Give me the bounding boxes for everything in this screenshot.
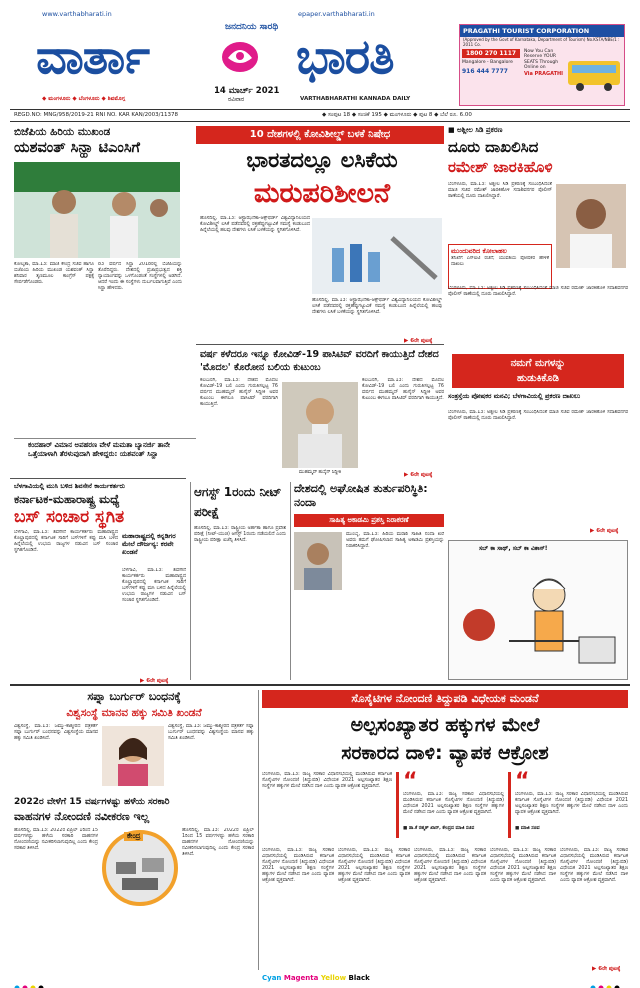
vehicles-body: ಹೊಸದಿಲ್ಲಿ, ಮಾ.13: 2022ರ ಏಪ್ರಿಲ್ 1ರಿಂದ 15 ವರ್ಷಗಳಷ್ಟು ಹಳೆಯ ಸರಕಾರಿ ವಾಹನಗಳ ನೋಂದಣಿಯನ್ನು ನವೀಕರಿಸಲಾಗುವುದಿಲ್ಲ ಎಂದು ಕೇಂದ್ರ ಸರಕಾರ ತಿಳಿಸಿದೆ. [14, 828, 98, 851]
covid-family-body-2: ಕಲಬುರಗಿ, ಮಾ.13: ದೇಶದ ಮೊದಲ ಕೋವಿಡ್-19 ಬಲಿ ಎಂದು ಗುರುತಿಸಲ್ಪಟ್ಟ 76 ವರ್ಷದ ಮುಹಮ್ಮದ್ ಹುಸೈನ್ ಸಿದ್ದೀಕಿ ಅವರ ಕುಟುಂಬ ಈಗಲೂ ಪಾಸಿಟಿವ್ ವರದಿಗಾಗಿ ಕಾಯುತ್ತಿದೆ. [362, 378, 444, 401]
societies-body-5: ಬೆಂಗಳೂರು, ಮಾ.13: ರಾಜ್ಯ ಸರಕಾರ ವಿಧಾನಸಭೆಯಲ್ಲಿ ಮಂಡಿಸಿರುವ ಕರ್ನಾಟಕ ಸೊಸೈಟಿಗಳ ನೋಂದಣಿ (ತಿದ್ದುಪಡಿ) ವಿಧೇಯಕ 2021 ಅಲ್ಪಸಂಖ್ಯಾತರ ಶಿಕ್ಷಣ ಸಂಸ್ಥೆಗಳ ಹಕ್ಕುಗಳ ಮೇಲೆ ನಡೆಸಿದ ದಾಳಿ ಎಂದು ವ್ಯಾಪಕ ಆಕ್ರೋಶ ವ್ಯಕ್ತವಾಗಿದೆ. [490, 848, 556, 883]
lead-banner[interactable]: 10 ದೇಶಗಳಲ್ಲಿ ಕೋವಿಶೀಲ್ಡ್ ಬಳಕೆ ನಿಷೇಧ [196, 126, 444, 144]
quote-box-1 [396, 769, 504, 838]
neet-headline[interactable]: ಆಗಸ್ಟ್ 1ರಂದು ನೀಟ್ ಪರೀಕ್ಷೆ [194, 485, 282, 519]
masthead-title-left: ವಾರ್ತಾ [36, 29, 150, 85]
ad-offer: Now You Can Reserve YOUR SEATS Through Online on [524, 49, 559, 71]
legend-yellow: Yellow [320, 974, 347, 982]
daughter-body: ಬೆಂಗಳೂರು, ಮಾ.13: ಅಶ್ಲೀಲ ಸಿಡಿ ಪ್ರಕರಣಕ್ಕೆ ಸಂಬಂಧಿಸಿದಂತೆ ಮಾಜಿ ಸಚಿವ ರಮೇಶ್ ಜಾರಕಿಹೊಳಿ ಸದಾಶಿವನಗರ ಪೊಲೀಸ್ ಠಾಣೆಯಲ್ಲಿ ದೂರು ದಾಖಲಿಸಿದ್ದಾರೆ. [448, 410, 628, 421]
bus-image-icon [566, 49, 622, 97]
jarkiholi-continued[interactable]: ▶ 6ರೇ ಪುಟಕ್ಕೆ [590, 528, 619, 534]
bus-body-2: ಬೆಳಗಾವಿ, ಮಾ.13: ಶಿವಸೇನೆ ಕಾರ್ಯಕರ್ತರು ಮಹಾರಾಷ್ಟ್ರದ ಕೊಲ್ಹಾಪುರದಲ್ಲಿ ಕರ್ನಾಟಕ ಸಾರಿಗೆ ಬಸ್‌ಗಳಿಗೆ ಕಪ್ಪು ಮಸಿ ಬಳಿದ ಹಿನ್ನೆಲೆಯಲ್ಲಿ ಉಭಯ ರಾಜ್ಯಗಳ ನಡುವಿನ ಬಸ್ ಸಂಚಾರ ಸ್ಥಗಿತಗೊಂಡಿದೆ. [122, 568, 186, 603]
epaper-url[interactable]: epaper.varthabharati.in [298, 10, 375, 18]
issue-date: 14 ಮಾರ್ಚ್ 2021 [214, 86, 280, 96]
bus-side-note[interactable]: ಮಹಾರಾಷ್ಟ್ರದಲ್ಲಿ ಕನ್ನಡಿಗರ ಮೇಲೆ ದೌರ್ಜನ್ಯ: ಕರವೇ ಖಂಡನೆ [122, 532, 176, 556]
masthead-emblem-icon [220, 36, 260, 76]
lead-body-2: ಹೊಸದಿಲ್ಲಿ, ಮಾ.13: ಆಸ್ಟ್ರಾಝೆನೆಕಾ-ಆಕ್ಸ್‌ಫರ್ಡ್ ವಿಶ್ವವಿದ್ಯಾನಿಲಯದ ಕೋವಿಶೀಲ್ಡ್ ಲಸಿಕೆ ಪಡೆದವರಲ್ಲಿ ರಕ್ತಹೆಪ್ಪುಗಟ್ಟುವಿಕೆ ಸಮಸ್ಯೆ ಕಂಡುಬಂದ ಹಿನ್ನೆಲೆಯಲ್ಲಿ ಹಲವು ದೇಶಗಳು ಲಸಿಕೆ ಬಳಕೆಯನ್ನು ಸ್ಥಗಿತಗೊಳಿಸಿವೆ. [312, 298, 442, 315]
societies-banner[interactable]: ಸೊಸೈಟಿಗಳ ನೋಂದಣಿ ತಿದ್ದುಪಡಿ ವಿಧೇಯಕ ಮಂಡನೆ [262, 690, 628, 708]
societies-body-2: ಬೆಂಗಳೂರು, ಮಾ.13: ರಾಜ್ಯ ಸರಕಾರ ವಿಧಾನಸಭೆಯಲ್ಲಿ ಮಂಡಿಸಿರುವ ಕರ್ನಾಟಕ ಸೊಸೈಟಿಗಳ ನೋಂದಣಿ (ತಿದ್ದುಪಡಿ) ವಿಧೇಯಕ 2021 ಅಲ್ಪಸಂಖ್ಯಾತರ ಶಿಕ್ಷಣ ಸಂಸ್ಥೆಗಳ ಹಕ್ಕುಗಳ ಮೇಲೆ ನಡೆಸಿದ ದಾಳಿ ಎಂದು ವ್ಯಾಪಕ ಆಕ್ರೋಶ ವ್ಯಕ್ತವಾಗಿದೆ. [262, 848, 334, 883]
centre-label: ಕೇಂದ್ರ [124, 832, 143, 841]
societies-body-4: ಬೆಂಗಳೂರು, ಮಾ.13: ರಾಜ್ಯ ಸರಕಾರ ವಿಧಾನಸಭೆಯಲ್ಲಿ ಮಂಡಿಸಿರುವ ಕರ್ನಾಟಕ ಸೊಸೈಟಿಗಳ ನೋಂದಣಿ (ತಿದ್ದುಪಡಿ) ವಿಧೇಯಕ 2021 ಅಲ್ಪಸಂಖ್ಯಾತರ ಶಿಕ್ಷಣ ಸಂಸ್ಥೆಗಳ ಹಕ್ಕುಗಳ ಮೇಲೆ ನಡೆಸಿದ ದಾಳಿ ಎಂದು ವ್ಯಾಪಕ ಆಕ್ರೋಶ ವ್ಯಕ್ತವಾಗಿದೆ. [414, 848, 486, 883]
quote-1-name: ■ ಡಾ.ಕೆ ರಹ್ಮತ್ ಖಾನ್, ಕೇಂದ್ರದ ಮಾಜಿ ಸಚಿವ [403, 826, 475, 831]
bus-headline-1[interactable]: ಕರ್ನಾಟಕ-ಮಹಾರಾಷ್ಟ್ರ ಮಧ್ಯೆ [14, 492, 120, 506]
quote-mark-2-icon: “ [515, 769, 530, 794]
issue-meta: ◆ ಸಂಪುಟ 18 ◆ ಸಂಚಿಕೆ 195 ◆ ಮಂಗಳೂರು ◆ ಪುಟ 8 ◆ ಬೆಲೆ ರೂ. 6.00 [322, 112, 472, 118]
pragathi-ad[interactable] [459, 24, 625, 106]
societies-continued[interactable]: ▶ 6ರೇ ಪುಟಕ್ಕೆ [592, 966, 621, 972]
neet-body: ಹೊಸದಿಲ್ಲಿ, ಮಾ.13: ರಾಷ್ಟ್ರೀಯ ಅರ್ಹತಾ ಹಾಗೂ ಪ್ರವೇಶ ಪರೀಕ್ಷೆ (ನೀಟ್-ಯುಜಿ) ಆಗಸ್ಟ್ 1ರಂದು ನಡೆಯಲಿದೆ ಎಂದು ರಾಷ್ಟ್ರೀಯ ಪರೀಕ್ಷಾ ಏಜೆನ್ಸಿ ತಿಳಿಸಿದೆ. [194, 526, 286, 543]
jarkiholi-photo [556, 184, 626, 268]
sinha-subheadline[interactable]: ಕಂದಹಾರ್ ವಿಮಾನ ಅಪಹರಣ ವೇಳೆ ಮಮತಾ ಬ್ಯಾನರ್ಜಿ ತಾನೇ ಒತ್ತೆಯಾಳಾಗಿ ತೆರಳುವುದಾಗಿ ಹೇಳಿದ್ದರು: ಯಶವಂತ್ ಸಿನ್ಹಾ [28, 441, 171, 458]
tagline: ಜನದನಿಯ ಸಾರಥಿ [225, 22, 279, 32]
siddiqui-photo [282, 382, 358, 468]
nanda-sub: ಸಾಹಿತ್ಯ ಅಕಾಡಮಿ ಪ್ರಶಸ್ತಿ ನಿರಾಕರಣೆ [294, 514, 444, 527]
sinha-kicker[interactable]: ಬಿಜೆಪಿಯ ಹಿರಿಯ ಮುಖಂಡ [14, 126, 111, 138]
vehicles-headline-1[interactable]: 2022ರ ವೇಳೆಗೆ 15 ವರ್ಷಗಳಷ್ಟು ಹಳೆಯ ಸರಕಾರಿ [14, 797, 170, 807]
societies-body-3: ಬೆಂಗಳೂರು, ಮಾ.13: ರಾಜ್ಯ ಸರಕಾರ ವಿಧಾನಸಭೆಯಲ್ಲಿ ಮಂಡಿಸಿರುವ ಕರ್ನಾಟಕ ಸೊಸೈಟಿಗಳ ನೋಂದಣಿ (ತಿದ್ದುಪಡಿ) ವಿಧೇಯಕ 2021 ಅಲ್ಪಸಂಖ್ಯಾತರ ಶಿಕ್ಷಣ ಸಂಸ್ಥೆಗಳ ಹಕ್ಕುಗಳ ಮೇಲೆ ನಡೆಸಿದ ದಾಳಿ ಎಂದು ವ್ಯಾಪಕ ಆಕ್ರೋಶ ವ್ಯಕ್ತವಾಗಿದೆ. [338, 848, 410, 883]
bus-kicker: ಬೆಳಗಾವಿಯಲ್ಲಿ ಮುಸಿ ಬಳಿದ ಶಿವಸೇನೆ ಕಾರ್ಯಕರ್ತರು [14, 482, 125, 490]
editions: ◆ ಮಂಗಳೂರು ◆ ಬೆಂಗಳೂರು ◆ ಶಿವಮೊಗ್ಗ [42, 96, 126, 102]
sapna-headline-2[interactable]: ವಿಶ್ವಸಂಸ್ಥೆ ಮಾನವ ಹಕ್ಕು ಸಮಿತಿ ಖಂಡನೆ [66, 707, 202, 719]
vehicles-headline-2[interactable]: ವಾಹನಗಳ ನೋಂದಣಿ ನವೀಕರಣ ಇಲ್ಲ [14, 810, 150, 823]
registration-number: REGD.NO: MNG/958/2019-21 RNI NO. KAR KAN/2003/11378 [14, 112, 178, 118]
quote-2-name: ■ ಮಾಜಿ ಸಚಿವ [515, 826, 540, 831]
lead-continued[interactable]: ▶ 6ರೇ ಪುಟಕ್ಕೆ [404, 338, 433, 344]
bus-headline-2[interactable]: ಬಸ್ ಸಂಚಾರ ಸ್ಥಗಿತ [14, 507, 125, 527]
ad-phone[interactable]: 1800 270 1117 [462, 49, 520, 58]
vaccine-photo [312, 218, 442, 294]
lead-headline-1[interactable]: ಭಾರತದಲ್ಲೂ ಲಸಿಕೆಯ [246, 148, 398, 172]
quote-2-text: ಬೆಂಗಳೂರು, ಮಾ.13: ರಾಜ್ಯ ಸರಕಾರ ವಿಧಾನಸಭೆಯಲ್ಲಿ ಮಂಡಿಸಿರುವ ಕರ್ನಾಟಕ ಸೊಸೈಟಿಗಳ ನೋಂದಣಿ (ತಿದ್ದುಪಡಿ) ವಿಧೇಯಕ 2021 ಅಲ್ಪಸಂಖ್ಯಾತರ ಶಿಕ್ಷಣ ಸಂಸ್ಥೆಗಳ ಹಕ್ಕುಗಳ ಮೇಲೆ ನಡೆಸಿದ ದಾಳಿ ಎಂದು ವ್ಯಾಪಕ ಆಕ್ರೋಶ ವ್ಯಕ್ತವಾಗಿದೆ. [515, 792, 628, 815]
bus-body: ಬೆಳಗಾವಿ, ಮಾ.13: ಶಿವಸೇನೆ ಕಾರ್ಯಕರ್ತರು ಮಹಾರಾಷ್ಟ್ರದ ಕೊಲ್ಹಾಪುರದಲ್ಲಿ ಕರ್ನಾಟಕ ಸಾರಿಗೆ ಬಸ್‌ಗಳಿಗೆ ಕಪ್ಪು ಮಸಿ ಬಳಿದ ಹಿನ್ನೆಲೆಯಲ್ಲಿ ಉಭಯ ರಾಜ್ಯಗಳ ನಡುವಿನ ಬಸ್ ಸಂಚಾರ ಸ್ಥಗಿತಗೊಂಡಿದೆ. [14, 530, 118, 553]
societies-headline-2[interactable]: ಸರಕಾರದ ದಾಳಿ: ವ್ಯಾಪಕ ಆಕ್ರೋಶ [341, 742, 549, 764]
vehicles-body-2: ಹೊಸದಿಲ್ಲಿ, ಮಾ.13: 2022ರ ಏಪ್ರಿಲ್ 1ರಿಂದ 15 ವರ್ಷಗಳಷ್ಟು ಹಳೆಯ ಸರಕಾರಿ ವಾಹನಗಳ ನೋಂದಣಿಯನ್ನು ನವೀಕರಿಸಲಾಗುವುದಿಲ್ಲ ಎಂದು ಕೇಂದ್ರ ಸರಕಾರ ತಿಳಿಸಿದೆ. [182, 828, 254, 857]
quote-1-text: ಬೆಂಗಳೂರು, ಮಾ.13: ರಾಜ್ಯ ಸರಕಾರ ವಿಧಾನಸಭೆಯಲ್ಲಿ ಮಂಡಿಸಿರುವ ಕರ್ನಾಟಕ ಸೊಸೈಟಿಗಳ ನೋಂದಣಿ (ತಿದ್ದುಪಡಿ) ವಿಧೇಯಕ 2021 ಅಲ್ಪಸಂಖ್ಯಾತರ ಶಿಕ್ಷಣ ಸಂಸ್ಥೆಗಳ ಹಕ್ಕುಗಳ ಮೇಲೆ ನಡೆಸಿದ ದಾಳಿ ಎಂದು ವ್ಯಾಪಕ ಆಕ್ರೋಶ ವ್ಯಕ್ತವಾಗಿದೆ. [403, 792, 504, 815]
quote-box-2 [508, 769, 628, 838]
jarkiholi-box-text: ತನಿಖೆಗೆ ಎಸ್‌ಐಟಿ ರಚನೆ; ಯುವತಿಯ ಪೋಷಕರ ಹೇಳಿಕೆ ದಾಖಲು [451, 256, 549, 267]
sapna-photo [102, 726, 164, 786]
issue-day: ರವಿವಾರ [228, 96, 245, 103]
vehicles-photo [102, 828, 178, 908]
daughter-subtext: ಸಂತ್ರಸ್ತೆಯ ಪೋಷಕರ ಮನವಿ; ಬೆಳಗಾವಿಯಲ್ಲಿ ಪ್ರಕರಣ ದಾಖಲು [448, 392, 581, 400]
cartoon [448, 540, 628, 680]
ad-city: Mangalore - Bangalore [462, 60, 513, 65]
lead-headline-2[interactable]: ಮರುಪರಿಶೀಲನೆ [253, 178, 391, 209]
sapna-headline-1[interactable]: ಸಪ್ನಾ ಬುರ್ಗುರ್ ಬಂಧನಕ್ಕೆ [87, 690, 181, 703]
middle-continued[interactable]: ▶ 6ರೇ ಪುಟಕ್ಕೆ [404, 472, 433, 478]
sinha-body-col1: ಕೋಲ್ಕತಾ, ಮಾ.13: ಮಾಜಿ ಕೇಂದ್ರ ಸಚಿವ ಹಾಗೂ ಬಿಜೆಪಿಯ ಹಿರಿಯ ಮುಖಂಡ ಯಶವಂತ್ ಸಿನ್ಹಾ ಶನಿವಾರ ತೃಣಮೂಲ ಕಾಂಗ್ರೆಸ್ ಪಕ್ಷಕ್ಕೆ ಸೇರ್ಪಡೆಗೊಂಡರು. [14, 262, 94, 285]
masthead-title-right: ಭಾರತಿ [296, 29, 394, 85]
legend-magenta: Magenta [283, 974, 319, 982]
daughter-headline-1[interactable]: ನಮಗೆ ಮಗಳನ್ನು [510, 358, 566, 369]
jarkiholi-box-title: ಮುಂದುವರಿದ ಕೋಲಾಹಲ [451, 247, 507, 255]
ad-title: PRAGATHI TOURIST CORPORATION [460, 25, 624, 37]
jarkiholi-body: ಬೆಂಗಳೂರು, ಮಾ.13: ಅಶ್ಲೀಲ ಸಿಡಿ ಪ್ರಕರಣಕ್ಕೆ ಸಂಬಂಧಿಸಿದಂತೆ ಮಾಜಿ ಸಚಿವ ರಮೇಶ್ ಜಾರಕಿಹೊಳಿ ಸದಾಶಿವನಗರ ಪೊಲೀಸ್ ಠಾಣೆಯಲ್ಲಿ ದೂರು ದಾಖಲಿಸಿದ್ದಾರೆ. [448, 182, 552, 199]
jarkiholi-box [448, 244, 552, 289]
sinha-photo [14, 162, 180, 258]
lead-body: ಹೊಸದಿಲ್ಲಿ, ಮಾ.13: ಆಸ್ಟ್ರಾಝೆನೆಕಾ-ಆಕ್ಸ್‌ಫರ್ಡ್ ವಿಶ್ವವಿದ್ಯಾನಿಲಯದ ಕೋವಿಶೀಲ್ಡ್ ಲಸಿಕೆ ಪಡೆದವರಲ್ಲಿ ರಕ್ತಹೆಪ್ಪುಗಟ್ಟುವಿಕೆ ಸಮಸ್ಯೆ ಕಂಡುಬಂದ ಹಿನ್ನೆಲೆಯಲ್ಲಿ ಹಲವು ದೇಶಗಳು ಲಸಿಕೆ ಬಳಕೆಯನ್ನು ಸ್ಥಗಿತಗೊಳಿಸಿವೆ. [200, 216, 310, 233]
bus-continued[interactable]: ▶ 6ರೇ ಪುಟಕ್ಕೆ [140, 678, 169, 684]
covid-family-headline[interactable]: ವರ್ಷ ಕಳೆದರೂ ಇನ್ನೂ ಕೋವಿಡ್-19 ಪಾಸಿಟಿವ್ ವರದಿಗೆ ಕಾಯುತ್ತಿದೆ ದೇಶದ 'ಮೊದಲ' ಕೊರೋನ ಬಲಿಯ ಕುಟುಂಬ [200, 349, 439, 373]
sinha-body-col2: 83 ವರ್ಷದ ಸಿನ್ಹಾ 2018ರಲ್ಲಿ ಬಿಜೆಪಿಯನ್ನು ತೊರೆದಿದ್ದರು. ದೇಶದಲ್ಲಿ ಪ್ರಜಾಪ್ರಭುತ್ವದ ಶಕ್ತಿ ನ್ಯಾಯಾಂಗವನ್ನು ಒಳಗೊಂಡಂತೆ ಸಂಸ್ಥೆಗಳಲ್ಲಿ ಅಡಗಿದೆ. ಆದರೆ ಇಂದು ಈ ಸಂಸ್ಥೆಗಳು ದುರ್ಬಲವಾಗುತ್ತಿವೆ ಎಂದು ಸಿನ್ಹಾ ಹೇಳಿದರು. [98, 262, 182, 291]
jarkiholi-kicker: ■ ಅಶ್ಲೀಲ ಸಿಡಿ ಪ್ರಕರಣ [448, 126, 503, 134]
cartoon-drawing-icon [449, 541, 627, 675]
jarkiholi-headline-2[interactable]: ರಮೇಶ್ ಜಾರಕಿಹೊಳಿ [448, 158, 553, 176]
ad-contact[interactable]: 916 444 7777 [462, 67, 508, 75]
registration-dots-icon [14, 976, 54, 982]
color-legend [262, 974, 370, 982]
nanda-body: ಮುಂಬೈ, ಮಾ.13: ಹಿರಿಯ ಮರಾಠಿ ಸಾಹಿತಿ ನಂದಾ ಖರೆ ಅವರು ತಮಗೆ ಘೋಷಿಸಲಾದ ಸಾಹಿತ್ಯ ಅಕಾಡಮಿ ಪ್ರಶಸ್ತಿಯನ್ನು ನಿರಾಕರಿಸಿದ್ದಾರೆ. [346, 532, 444, 549]
legend-cyan: Cyan [262, 974, 282, 982]
siddiqui-caption: ಮುಹಮ್ಮದ್ ಹುಸೈನ್ ಸಿದ್ದೀಕಿ [299, 470, 341, 475]
daughter-headline-2[interactable]: ಹುಡುಕಿಕೊಡಿ [517, 373, 559, 384]
societies-body-6: ಬೆಂಗಳೂರು, ಮಾ.13: ರಾಜ್ಯ ಸರಕಾರ ವಿಧಾನಸಭೆಯಲ್ಲಿ ಮಂಡಿಸಿರುವ ಕರ್ನಾಟಕ ಸೊಸೈಟಿಗಳ ನೋಂದಣಿ (ತಿದ್ದುಪಡಿ) ವಿಧೇಯಕ 2021 ಅಲ್ಪಸಂಖ್ಯಾತರ ಶಿಕ್ಷಣ ಸಂಸ್ಥೆಗಳ ಹಕ್ಕುಗಳ ಮೇಲೆ ನಡೆಸಿದ ದಾಳಿ ಎಂದು ವ್ಯಾಪಕ ಆಕ್ರೋಶ ವ್ಯಕ್ತವಾಗಿದೆ. [560, 848, 628, 883]
covid-family-body-1: ಕಲಬುರಗಿ, ಮಾ.13: ದೇಶದ ಮೊದಲ ಕೋವಿಡ್-19 ಬಲಿ ಎಂದು ಗುರುತಿಸಲ್ಪಟ್ಟ 76 ವರ್ಷದ ಮುಹಮ್ಮದ್ ಹುಸೈನ್ ಸಿದ್ದೀಕಿ ಅವರ ಕುಟುಂಬ ಈಗಲೂ ಪಾಸಿಟಿವ್ ವರದಿಗಾಗಿ ಕಾಯುತ್ತಿದೆ. [200, 378, 278, 407]
paper-name-en: VARTHABHARATHI KANNADA DAILY [300, 96, 411, 102]
nanda-photo [294, 532, 342, 590]
ad-brand: Via PRAGATHI [524, 70, 564, 77]
nanda-headline[interactable]: ದೇಶದಲ್ಲಿ ಅಘೋಷಿತ ತುರ್ತುಪರಿಸ್ಥಿತಿ: ನಂದಾ [294, 482, 428, 509]
sapna-body: ವಿಶ್ವಸಂಸ್ಥೆ, ಮಾ.13: ಜಮ್ಮು-ಕಾಶ್ಮೀರದ ಪತ್ರಕರ್ತೆ ಸಪ್ನಾ ಬುರ್ಗುರ್ ಬಂಧನವನ್ನು ವಿಶ್ವಸಂಸ್ಥೆಯ ಮಾನವ ಹಕ್ಕು ಸಮಿತಿ ಖಂಡಿಸಿದೆ. [14, 724, 98, 741]
cartoon-speech: ಸಬ್‌ ಕಾ ಸಾಥ್, ಸಬ್‌ ಕಾ ವಿಕಾಸ್! [479, 545, 548, 552]
registration-dots-right-icon [590, 976, 630, 982]
ad-subtitle: (Approved by the Govt of Karnataka, Department of Tourism) No.KSTA/NBE/1 : 2011 Co. [463, 37, 620, 47]
quote-mark-icon: “ [403, 769, 418, 794]
legend-black: Black [348, 974, 370, 982]
daughter-box [452, 354, 624, 388]
jarkiholi-body-2: ಬೆಂಗಳೂರು, ಮಾ.13: ಅಶ್ಲೀಲ ಸಿಡಿ ಪ್ರಕರಣಕ್ಕೆ ಸಂಬಂಧಿಸಿದಂತೆ ಮಾಜಿ ಸಚಿವ ರಮೇಶ್ ಜಾರಕಿಹೊಳಿ ಸದಾಶಿವನಗರ ಪೊಲೀಸ್ ಠಾಣೆಯಲ್ಲಿ ದೂರು ದಾಖಲಿಸಿದ್ದಾರೆ. [448, 286, 628, 297]
website-url[interactable]: www.varthabharati.in [42, 10, 112, 18]
societies-headline-1[interactable]: ಅಲ್ಪಸಂಖ್ಯಾತರ ಹಕ್ಕುಗಳ ಮೇಲೆ [350, 714, 540, 736]
sinha-headline[interactable]: ಯಶವಂತ್ ಸಿನ್ಹಾ ಟಿಎಂಸಿಗೆ [14, 140, 140, 156]
societies-body-1: ಬೆಂಗಳೂರು, ಮಾ.13: ರಾಜ್ಯ ಸರಕಾರ ವಿಧಾನಸಭೆಯಲ್ಲಿ ಮಂಡಿಸಿರುವ ಕರ್ನಾಟಕ ಸೊಸೈಟಿಗಳ ನೋಂದಣಿ (ತಿದ್ದುಪಡಿ) ವಿಧೇಯಕ 2021 ಅಲ್ಪಸಂಖ್ಯಾತರ ಶಿಕ್ಷಣ ಸಂಸ್ಥೆಗಳ ಹಕ್ಕುಗಳ ಮೇಲೆ ನಡೆಸಿದ ದಾಳಿ ಎಂದು ವ್ಯಾಪಕ ಆಕ್ರೋಶ ವ್ಯಕ್ತವಾಗಿದೆ. [262, 772, 392, 789]
jarkiholi-headline-1[interactable]: ದೂರು ದಾಖಲಿಸಿದ [448, 138, 539, 156]
sapna-body-2: ವಿಶ್ವಸಂಸ್ಥೆ, ಮಾ.13: ಜಮ್ಮು-ಕಾಶ್ಮೀರದ ಪತ್ರಕರ್ತೆ ಸಪ್ನಾ ಬುರ್ಗುರ್ ಬಂಧನವನ್ನು ವಿಶ್ವಸಂಸ್ಥೆಯ ಮಾನವ ಹಕ್ಕು ಸಮಿತಿ ಖಂಡಿಸಿದೆ. [168, 724, 254, 741]
